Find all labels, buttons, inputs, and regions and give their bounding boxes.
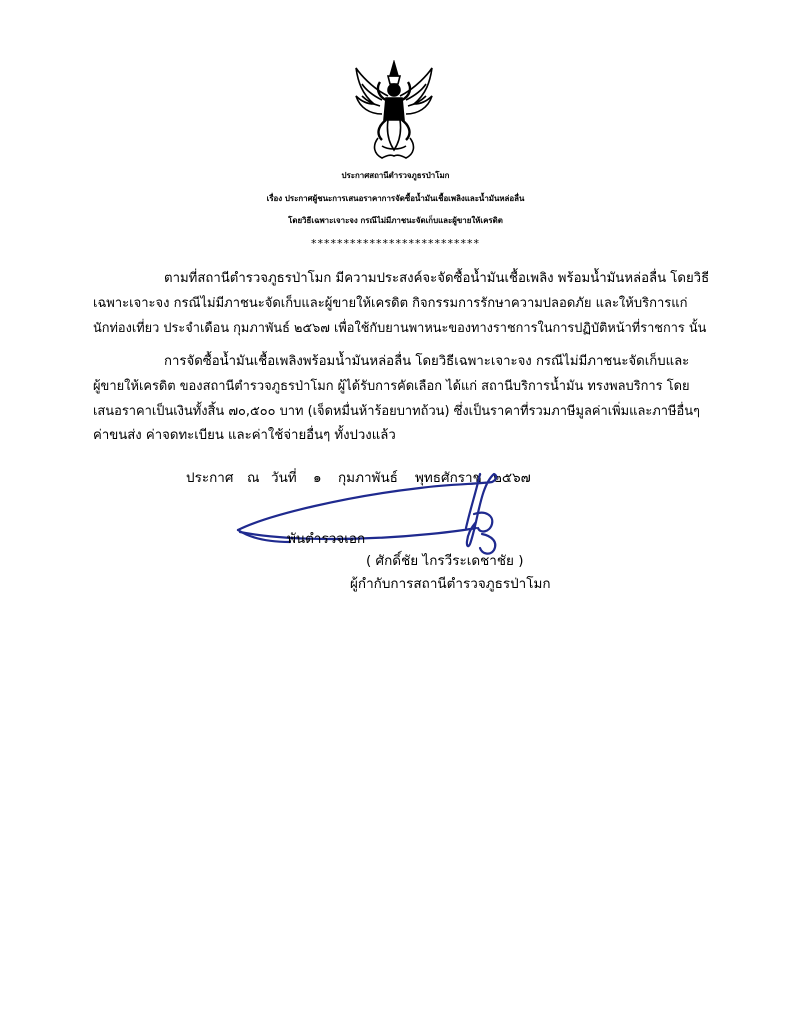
- announcement-title: ประกาศสถานีตำรวจภูธรป่าโมก: [341, 171, 450, 180]
- title-separator: **************************: [311, 237, 480, 250]
- announce-month: กุมภาพันธ์: [338, 470, 398, 486]
- announce-era: พุทธศักราช: [415, 470, 482, 486]
- paragraph-1-line-1: ตามที่สถานีตำรวจภูธรป่าโมก มีความประสงค์จะจัดซื้อน้ำมันเชื้อเพลิง พร้อมน้ำมันหล่อลื่น โดยวิธี: [164, 271, 710, 286]
- paragraph-1-line-2: เฉพาะเจาะจง กรณีไม่มีภาชนะจัดเก็บและผู้ขายให้เครดิต กิจกรรมการรักษาความปลอดภัย และให้บริการแก่: [93, 296, 688, 311]
- signer-name: ( ศักดิ์ชัย ไกรวีระเดชาชัย ): [366, 553, 524, 569]
- paragraph-1-line-3: นักท่องเที่ยว ประจำเดือน กุมภาพันธ์ ๒๕๖๗ เพื่อใช้กับยานพาหนะของทางราชการในการปฏิบัติหน้าที่ราชการ นั้น: [93, 321, 707, 336]
- paragraph-2-line-4: ค่าขนส่ง ค่าจดทะเบียน และค่าใช้จ่ายอื่นๆ ทั้งปวงแล้ว: [93, 428, 396, 443]
- announcement-subject: เรื่อง ประกาศผู้ชนะการเสนอราคาการจัดซื้อน้ำมันเชื้อเพลิงและน้ำมันหล่อลื่น: [266, 194, 525, 203]
- paragraph-2-line-1: การจัดซื้อน้ำมันเชื้อเพลิงพร้อมน้ำมันหล่อลื่น โดยวิธีเฉพาะเจาะจง กรณีไม่มีภาชนะจัดเก็บและ: [164, 354, 690, 369]
- signer-position: ผู้กำกับการสถานีตำรวจภูธรป่าโมก: [350, 576, 551, 592]
- signer-rank: พันตำรวจเอก: [287, 531, 366, 547]
- paragraph-2-line-2: ผู้ขายให้เครดิต ของสถานีตำรวจภูธรป่าโมก ผู้ได้รับการคัดเลือก ได้แก่ สถานีบริการน้ำมัน ทรงพลบริการ โดย: [93, 379, 690, 394]
- announce-at: ณ: [247, 470, 260, 486]
- announce-year: ๒๕๖๗: [493, 470, 531, 486]
- announcement-method: โดยวิธีเฉพาะเจาะจง กรณีไม่มีภาชนะจัดเก็บและผู้ขายให้เครดิต: [288, 216, 503, 225]
- paragraph-2-line-3: เสนอราคาเป็นเงินทั้งสิ้น ๗๐,๕๐๐ บาท (เจ็ดหมื่นห้าร้อยบาทถ้วน) ซึ่งเป็นราคาที่รวมภาษีมูลค่าเพิ่มและภาษีอื่นๆ: [93, 404, 700, 419]
- announce-day-label: วันที่: [271, 470, 297, 486]
- announce-day: ๑: [313, 470, 322, 486]
- garuda-emblem: [352, 60, 436, 162]
- announce-prefix: ประกาศ: [186, 470, 234, 486]
